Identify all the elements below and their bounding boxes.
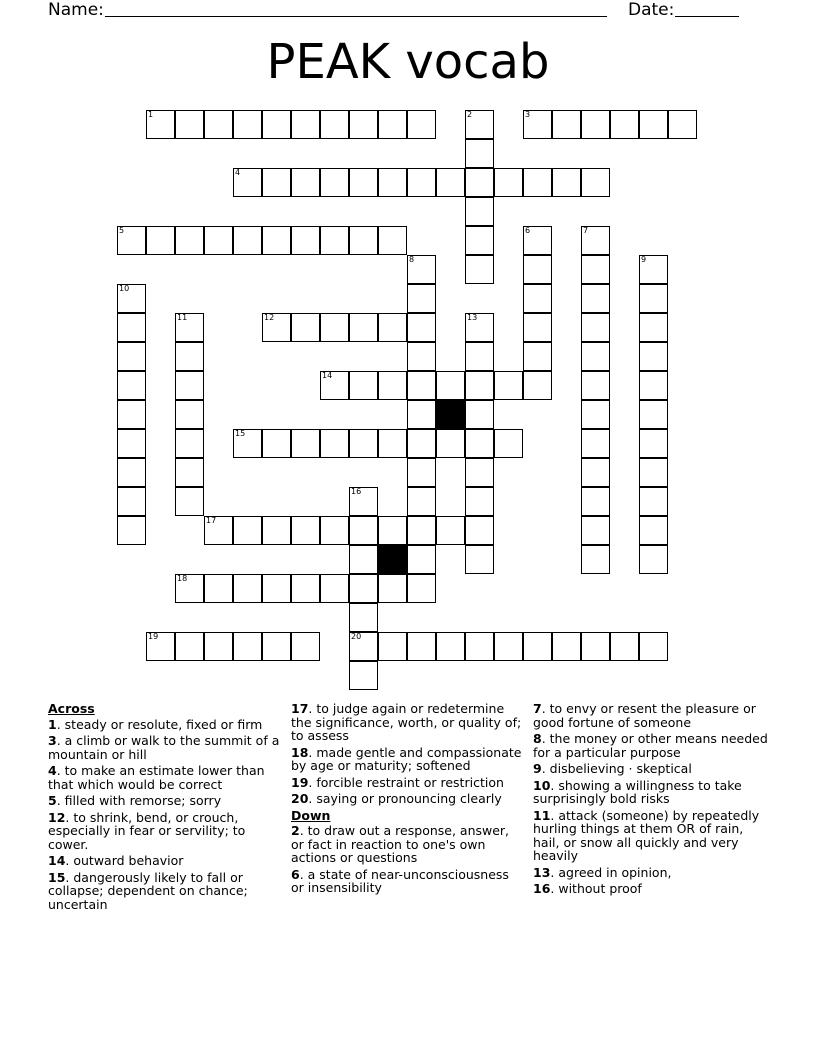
clue-number: 3	[48, 733, 57, 748]
clue-item	[48, 734, 280, 761]
clue-text: the money or other means needed for a particular purpose	[533, 731, 768, 760]
crossword-cell[interactable]	[117, 313, 146, 342]
clue-number: 12	[48, 809, 66, 825]
crossword-cell[interactable]	[465, 487, 494, 516]
clue-separator: .	[308, 791, 317, 806]
crossword-cell[interactable]	[175, 487, 204, 516]
crossword-cell[interactable]	[349, 429, 378, 458]
crossword-cell[interactable]	[523, 632, 552, 661]
crossword-cell[interactable]	[320, 168, 349, 197]
crossword-cell[interactable]	[349, 545, 378, 574]
black-square	[378, 545, 407, 574]
crossword-cell[interactable]	[349, 487, 378, 516]
crossword-cell[interactable]	[349, 110, 378, 139]
crossword-cell[interactable]	[407, 429, 436, 458]
crossword-cell[interactable]	[175, 574, 204, 603]
crossword-cell[interactable]	[291, 313, 320, 342]
crossword-cell[interactable]	[639, 400, 668, 429]
crossword-cell[interactable]	[639, 458, 668, 487]
crossword-cell[interactable]	[436, 429, 465, 458]
clue-separator: .	[65, 869, 74, 885]
crossword-cell[interactable]	[639, 632, 668, 661]
crossword-cell[interactable]	[262, 574, 291, 603]
crossword-cell[interactable]	[320, 516, 349, 545]
clue-number: 14	[48, 853, 66, 868]
clue-text: a state of near-unconsciousness or insensibility	[291, 866, 509, 895]
crossword-cell[interactable]	[581, 371, 610, 400]
crossword-cell[interactable]	[117, 284, 146, 313]
crossword-cell[interactable]	[639, 342, 668, 371]
crossword-cell[interactable]	[407, 458, 436, 487]
crossword-cell[interactable]	[349, 632, 378, 661]
clue-number: 11	[177, 313, 188, 322]
clue-separator: .	[65, 853, 74, 868]
clue-number: 14	[322, 371, 333, 380]
crossword-cell[interactable]	[436, 632, 465, 661]
crossword-cell[interactable]	[465, 458, 494, 487]
crossword-cell[interactable]	[581, 632, 610, 661]
crossword-cell[interactable]	[465, 168, 494, 197]
clue-number: 20	[291, 791, 309, 806]
crossword-cell[interactable]	[291, 110, 320, 139]
crossword-cell[interactable]	[378, 516, 407, 545]
crossword-cell[interactable]	[610, 110, 639, 139]
clue-number: 13	[467, 313, 478, 322]
clue-number: 13	[533, 864, 551, 880]
clue-separator: .	[550, 864, 559, 880]
clue-item	[48, 718, 280, 732]
crossword-cell[interactable]	[581, 313, 610, 342]
clue-item	[291, 868, 523, 895]
clue-separator: .	[308, 701, 317, 716]
crossword-cell[interactable]	[436, 168, 465, 197]
crossword-cell[interactable]	[204, 516, 233, 545]
crossword-cell[interactable]	[610, 632, 639, 661]
crossword-cell[interactable]	[349, 371, 378, 400]
crossword-cell[interactable]	[378, 429, 407, 458]
crossword-cell[interactable]	[407, 168, 436, 197]
crossword-cell[interactable]	[146, 226, 175, 255]
crossword-cell[interactable]	[378, 110, 407, 139]
crossword-cell[interactable]	[465, 342, 494, 371]
clue-separator: .	[65, 809, 74, 825]
crossword-cell[interactable]	[639, 313, 668, 342]
clue-number: 6	[291, 866, 300, 882]
crossword-cell[interactable]	[117, 487, 146, 516]
clue-text: attack (someone) by repeatedly hurling things at them OR of rain, hail, or snow all quickly and very heavily	[533, 807, 760, 863]
clue-number: 10	[533, 777, 551, 793]
clue-number: 4	[48, 763, 57, 778]
crossword-cell[interactable]	[117, 371, 146, 400]
crossword-cell[interactable]	[639, 371, 668, 400]
clue-number: 7	[533, 701, 542, 716]
name-label: Name:	[48, 0, 104, 20]
clue-item	[533, 866, 773, 880]
crossword-cell[interactable]	[436, 371, 465, 400]
crossword-cell[interactable]	[668, 110, 697, 139]
clue-separator: .	[56, 793, 65, 808]
crossword-cell[interactable]	[233, 632, 262, 661]
clue-number: 6	[525, 226, 531, 235]
crossword-cell[interactable]	[262, 429, 291, 458]
crossword-cell[interactable]	[407, 313, 436, 342]
clue-item	[291, 792, 523, 806]
crossword-cell[interactable]	[494, 632, 523, 661]
crossword-cell[interactable]	[465, 255, 494, 284]
clue-item	[48, 794, 280, 808]
crossword-cell[interactable]	[175, 226, 204, 255]
crossword-cell[interactable]	[349, 313, 378, 342]
clue-number: 16	[351, 487, 362, 496]
clue-number: 1	[48, 716, 57, 732]
clue-text: filled with remorse; sorry	[64, 793, 222, 808]
crossword-cell[interactable]	[407, 574, 436, 603]
crossword-cell[interactable]	[581, 516, 610, 545]
page-title: PEAK vocab	[266, 34, 550, 90]
crossword-cell[interactable]	[581, 255, 610, 284]
crossword-cell[interactable]	[117, 226, 146, 255]
crossword-cell[interactable]	[581, 226, 610, 255]
crossword-cell[interactable]	[465, 313, 494, 342]
crossword-cell[interactable]	[407, 284, 436, 313]
crossword-cell[interactable]	[581, 168, 610, 197]
clue-text: saying or pronouncing clearly	[316, 791, 502, 806]
crossword-cell[interactable]	[581, 487, 610, 516]
crossword-cell[interactable]	[639, 110, 668, 139]
crossword-cell[interactable]	[320, 226, 349, 255]
crossword-cell[interactable]	[378, 226, 407, 255]
clue-number: 10	[119, 284, 130, 293]
clue-separator: .	[550, 881, 559, 896]
crossword-cell[interactable]	[407, 255, 436, 284]
crossword-cell[interactable]	[175, 342, 204, 371]
clue-separator: .	[550, 807, 559, 823]
crossword-cell[interactable]	[523, 342, 552, 371]
clue-text: to shrink, bend, or crouch, especially in fear or servility; to cower.	[48, 809, 246, 852]
crossword-cell[interactable]	[233, 429, 262, 458]
crossword-cell[interactable]	[407, 487, 436, 516]
crossword-cell[interactable]	[378, 371, 407, 400]
crossword-cell[interactable]	[639, 487, 668, 516]
clue-number: 15	[235, 429, 246, 438]
clue-item	[533, 702, 773, 729]
crossword-cell[interactable]	[291, 226, 320, 255]
crossword-cell[interactable]	[581, 284, 610, 313]
crossword-cell[interactable]	[204, 574, 233, 603]
clue-item	[533, 762, 773, 776]
clue-separator: .	[541, 731, 550, 746]
crossword-cell[interactable]	[639, 516, 668, 545]
crossword-cell[interactable]	[523, 255, 552, 284]
clue-separator: .	[299, 866, 308, 882]
crossword-cell[interactable]	[407, 632, 436, 661]
crossword-cell[interactable]	[465, 139, 494, 168]
crossword-cell[interactable]	[262, 632, 291, 661]
crossword-cell[interactable]	[378, 574, 407, 603]
crossword-cell[interactable]	[175, 371, 204, 400]
crossword-cell[interactable]	[465, 516, 494, 545]
crossword-cell[interactable]	[407, 545, 436, 574]
crossword-cell[interactable]	[291, 168, 320, 197]
crossword-cell[interactable]	[117, 400, 146, 429]
crossword-cell[interactable]	[291, 632, 320, 661]
clue-text: to make an estimate lower than that which would be correct	[48, 763, 265, 792]
crossword-cell[interactable]	[407, 371, 436, 400]
crossword-cell[interactable]	[291, 429, 320, 458]
crossword-cell[interactable]	[349, 661, 378, 690]
clue-number: 15	[48, 869, 66, 885]
clue-item	[533, 779, 773, 806]
clue-text: to draw out a response, answer, or fact in reaction to one's own actions or questions	[291, 823, 510, 865]
clue-number: 12	[264, 313, 275, 322]
black-square	[436, 400, 465, 429]
crossword-cell[interactable]	[581, 110, 610, 139]
section-heading: Across	[48, 701, 95, 716]
clue-separator: .	[299, 823, 308, 838]
crossword-cell[interactable]	[291, 516, 320, 545]
crossword-cell[interactable]	[639, 429, 668, 458]
clue-number: 18	[291, 744, 309, 760]
clue-text: without proof	[558, 881, 642, 896]
crossword-cell[interactable]	[581, 342, 610, 371]
clue-number: 9	[641, 255, 647, 264]
section-heading: Down	[291, 807, 331, 823]
crossword-cell[interactable]	[117, 342, 146, 371]
clue-column-3	[533, 702, 773, 899]
clue-number: 3	[525, 110, 531, 119]
crossword-cell[interactable]	[494, 371, 523, 400]
crossword-cell[interactable]	[233, 168, 262, 197]
crossword-cell[interactable]	[117, 429, 146, 458]
clue-separator: .	[308, 774, 317, 790]
crossword-cell[interactable]	[465, 429, 494, 458]
crossword-cell[interactable]	[320, 313, 349, 342]
crossword-cell[interactable]	[233, 574, 262, 603]
crossword-cell[interactable]	[349, 168, 378, 197]
crossword-cell[interactable]	[465, 400, 494, 429]
crossword-cell[interactable]	[407, 516, 436, 545]
clue-item	[48, 854, 280, 868]
clue-number: 4	[235, 168, 241, 177]
crossword-cell[interactable]	[175, 400, 204, 429]
crossword-cell[interactable]	[639, 255, 668, 284]
crossword-cell[interactable]	[291, 574, 320, 603]
crossword-cell[interactable]	[262, 516, 291, 545]
clue-number: 5	[119, 226, 125, 235]
clue-text: made gentle and compassionate by age or maturity; softened	[291, 744, 522, 773]
clue-text: showing a willingness to take surprisingly bold risks	[533, 777, 742, 806]
crossword-cell[interactable]	[175, 110, 204, 139]
crossword-cell[interactable]	[320, 371, 349, 400]
clue-number: 20	[351, 632, 362, 641]
clue-text: outward behavior	[73, 853, 184, 868]
clue-column-1	[48, 702, 280, 914]
crossword-cell[interactable]	[349, 226, 378, 255]
crossword-cell[interactable]	[581, 429, 610, 458]
crossword-cell[interactable]	[204, 226, 233, 255]
clue-number: 1	[148, 110, 154, 119]
crossword-cell[interactable]	[320, 574, 349, 603]
crossword-cell[interactable]	[581, 400, 610, 429]
clue-item	[48, 811, 280, 852]
clue-separator: .	[56, 716, 65, 732]
clue-item	[48, 764, 280, 791]
crossword-cell[interactable]	[262, 110, 291, 139]
crossword-cell[interactable]	[175, 313, 204, 342]
crossword-cell[interactable]	[552, 168, 581, 197]
crossword-cell[interactable]	[465, 632, 494, 661]
crossword-cell[interactable]	[581, 458, 610, 487]
crossword-cell[interactable]	[523, 313, 552, 342]
clue-separator: .	[550, 777, 559, 793]
crossword-cell[interactable]	[262, 168, 291, 197]
crossword-cell[interactable]	[262, 226, 291, 255]
crossword-cell[interactable]	[465, 197, 494, 226]
crossword-cell[interactable]	[378, 632, 407, 661]
crossword-cell[interactable]	[175, 632, 204, 661]
clue-number: 8	[409, 255, 415, 264]
crossword-cell[interactable]	[523, 226, 552, 255]
crossword-cell[interactable]	[233, 516, 262, 545]
clue-number: 5	[48, 793, 57, 808]
crossword-cell[interactable]	[465, 371, 494, 400]
clue-number: 19	[148, 632, 159, 641]
clue-item	[291, 746, 523, 773]
clue-number: 2	[291, 823, 300, 838]
crossword-cell[interactable]	[436, 516, 465, 545]
clue-number: 9	[533, 761, 542, 776]
crossword-cell[interactable]	[117, 516, 146, 545]
clue-text: agreed in opinion,	[558, 864, 672, 880]
clue-text: dangerously likely to fall or collapse; dependent on chance; uncertain	[48, 869, 248, 912]
crossword-cell[interactable]	[407, 110, 436, 139]
clue-number: 16	[533, 881, 551, 896]
crossword-cell[interactable]	[494, 168, 523, 197]
crossword-cell[interactable]	[523, 371, 552, 400]
crossword-cell[interactable]	[146, 110, 175, 139]
clue-item	[533, 809, 773, 863]
clue-item	[291, 776, 523, 790]
crossword-cell[interactable]	[465, 545, 494, 574]
clue-number: 17	[206, 516, 217, 525]
clue-item	[533, 732, 773, 759]
crossword-cell[interactable]	[378, 168, 407, 197]
clue-item	[48, 871, 280, 912]
clue-text: steady or resolute, fixed or firm	[64, 716, 263, 732]
clue-separator: .	[56, 733, 65, 748]
clue-separator: .	[541, 761, 550, 776]
clue-item	[533, 882, 773, 896]
crossword-cell[interactable]	[117, 458, 146, 487]
clue-separator: .	[56, 763, 65, 778]
date-label: Date:	[628, 0, 675, 20]
clue-text: to envy or resent the pleasure or good fortune of someone	[533, 701, 756, 730]
clue-separator: .	[541, 701, 550, 716]
clue-number: 7	[583, 226, 589, 235]
crossword-cell[interactable]	[262, 313, 291, 342]
crossword-cell[interactable]	[175, 429, 204, 458]
crossword-cell[interactable]	[233, 226, 262, 255]
clue-column-2	[291, 702, 523, 898]
crossword-cell[interactable]	[146, 632, 175, 661]
crossword-cell[interactable]	[523, 168, 552, 197]
crossword-cell[interactable]	[204, 110, 233, 139]
clue-number: 18	[177, 574, 188, 583]
clue-text: a climb or walk to the summit of a mountain or hill	[48, 733, 280, 762]
crossword-cell[interactable]	[204, 632, 233, 661]
clue-text: disbelieving · skeptical	[549, 761, 692, 776]
clue-text: forcible restraint or restriction	[316, 774, 504, 790]
crossword-cell[interactable]	[407, 342, 436, 371]
clue-number: 8	[533, 731, 542, 746]
crossword-cell[interactable]	[552, 632, 581, 661]
crossword-cell[interactable]	[523, 110, 552, 139]
clue-number: 19	[291, 774, 309, 790]
crossword-cell[interactable]	[407, 400, 436, 429]
crossword-cell[interactable]	[378, 313, 407, 342]
crossword-cell[interactable]	[320, 429, 349, 458]
clue-number: 11	[533, 807, 551, 823]
crossword-cell[interactable]	[175, 458, 204, 487]
crossword-cell[interactable]	[639, 545, 668, 574]
crossword-cell[interactable]	[349, 603, 378, 632]
crossword-cell[interactable]	[465, 226, 494, 255]
clue-text: to judge again or redetermine the significance, worth, or quality of; to assess	[291, 701, 522, 743]
crossword-cell[interactable]	[349, 516, 378, 545]
crossword-cell[interactable]	[320, 110, 349, 139]
clue-item	[291, 702, 523, 743]
clue-number: 2	[467, 110, 473, 119]
crossword-cell[interactable]	[233, 110, 262, 139]
crossword-cell[interactable]	[552, 110, 581, 139]
crossword-cell[interactable]	[465, 110, 494, 139]
crossword-cell[interactable]	[523, 284, 552, 313]
crossword-cell[interactable]	[639, 284, 668, 313]
clue-item	[291, 824, 523, 865]
clue-number: 17	[291, 701, 309, 716]
crossword-cell[interactable]	[581, 545, 610, 574]
crossword-cell[interactable]	[349, 574, 378, 603]
clue-separator: .	[308, 744, 317, 760]
crossword-cell[interactable]	[494, 429, 523, 458]
